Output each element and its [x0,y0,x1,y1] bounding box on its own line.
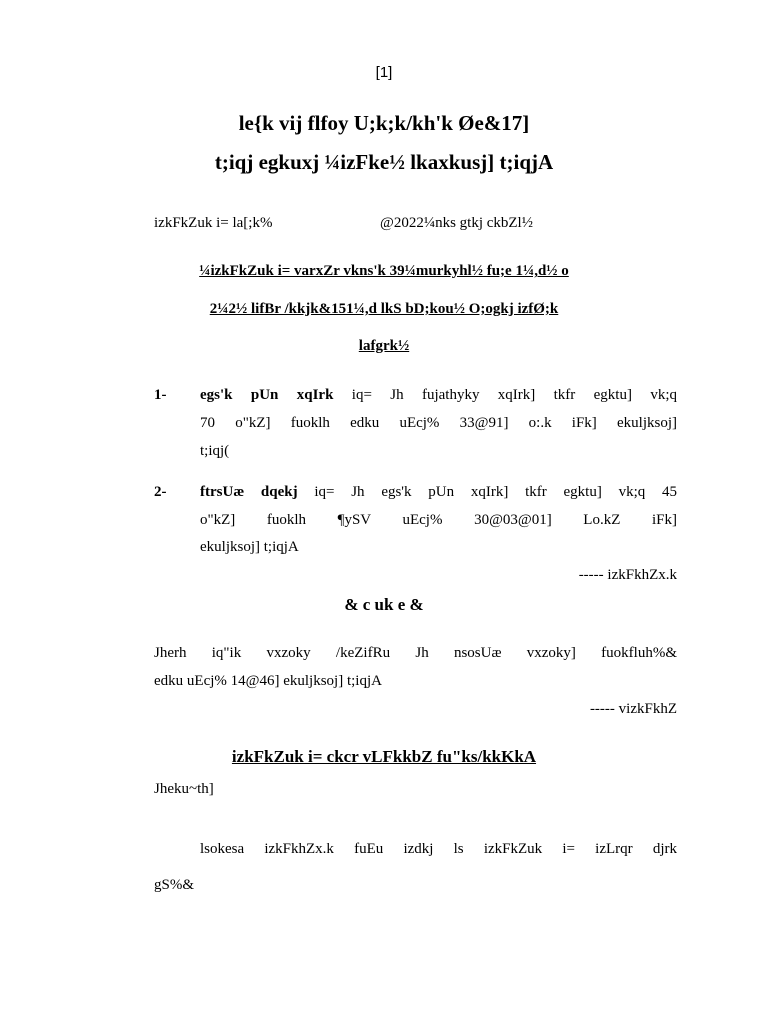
party-1-line-1 [200,384,677,406]
party-1-line-3: t;iqj( [200,443,230,459]
case-number: @2022¼nks gtkj ckbZl½ [380,215,533,231]
party-2-line-2: o"kZ] fuoklh ¶ySV uEcj% 30@03@01] Lo.kZ iFk] [200,512,677,528]
respondent-line-1: Jherh iq"ik vxzoky /keZifRu Jh nsosUæ vxzoky] fuokfluh%& [154,645,677,661]
party-2-line-1-text: iq= Jh egs'k pUn xqIrk] tkfr egktu] vk;q 45 [297,484,677,500]
court-title-line-2: t;iqj egkuxj ¼izFke½ lkaxkusj] t;iqjA [214,150,554,174]
party-1-number: 1- [154,387,167,403]
party-2-line-3: ekuljksoj] t;iqjA [200,539,299,555]
court-title-line-1: le{k vij flfoy U;k;k/kh'k Øe&17] [238,111,530,135]
respondent-line-2: edku uEcj% 14@46] ekuljksoj] t;iqjA [154,673,382,689]
party-1-name: egs'k pUn xqIrk [200,387,334,403]
page-number: [1] [375,64,393,81]
application-heading-line-1: ¼izkFkZuk i= varxZr vkns'k 39¼murkyhl½ fu;e 1¼,d½ o [199,263,569,279]
section-heading: izkFkZuk i= ckcr vLFkkbZ fu"ks/kkKkA [231,747,537,766]
party-1-line-2: 70 o"kZ] fuoklh edku uEcj% 33@91] o:.k iFk] ekuljksoj] [200,415,677,431]
applicant-label: ----- izkFkhZx.k [578,567,677,583]
application-heading-line-3: lafgrk½ [358,338,410,354]
body-paragraph-line-2: gS%& [154,877,195,893]
party-2-line-1 [200,481,677,503]
party-2-number: 2- [154,484,167,500]
salutation: Jheku~th] [154,781,214,797]
respondent-label: ----- vizkFkhZ [589,701,677,717]
party-2-name: ftrsUæ dqekj [200,484,298,500]
party-1-line-1-text: iq= Jh fujathyky xqIrk] tkfr egktu] vk;q [333,387,677,403]
body-paragraph-line-1: lsokesa izkFkhZx.k fuEu izdkj ls izkFkZuk i= izLrqr djrk [200,841,677,857]
versus-heading: & c uk e & [344,595,424,614]
case-label: izkFkZuk i= la[;k% [154,215,273,231]
application-heading-line-2: 2¼2½ lifBr /kkjk&151¼,d lkS bD;kou½ O;ogkj izfØ;k [209,301,559,317]
